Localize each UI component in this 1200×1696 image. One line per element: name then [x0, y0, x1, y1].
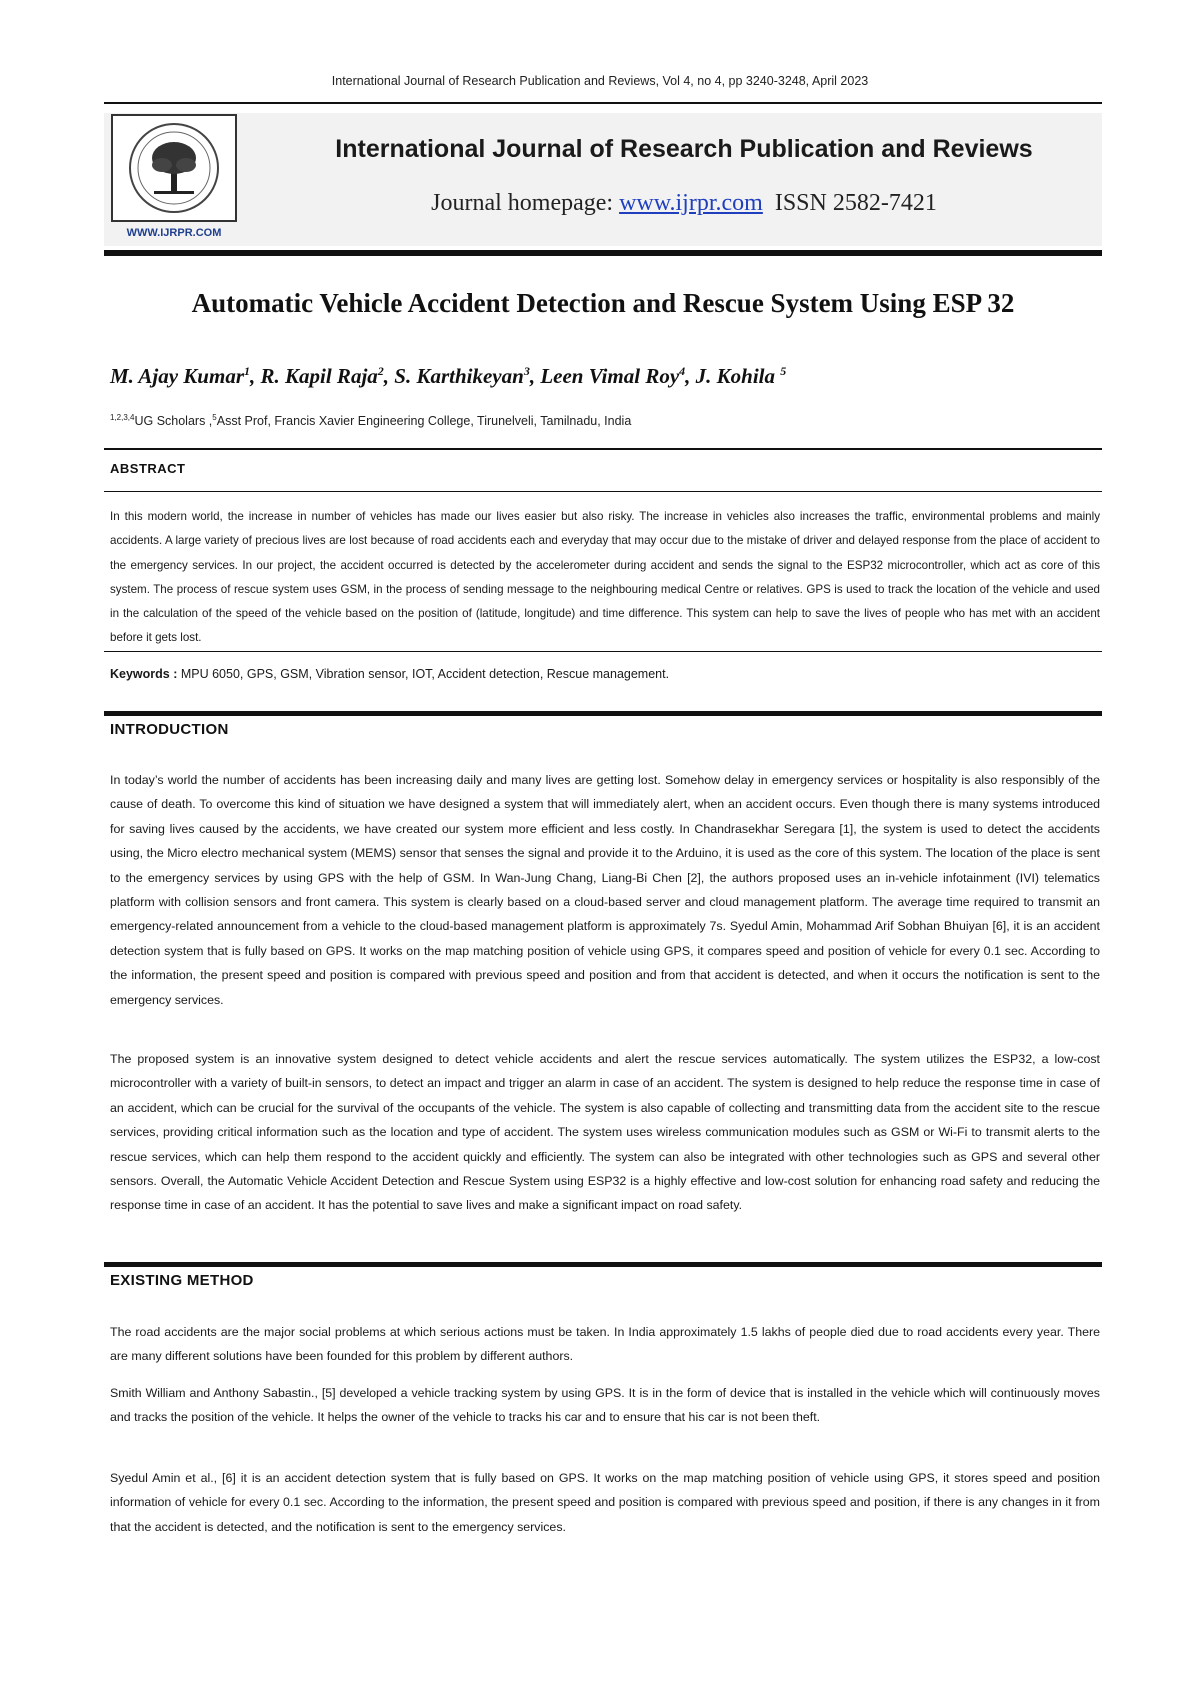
- existing-method-paragraph-3: Syedul Amin et al., [6] it is an accident detection system that is fully based on GPS. It works on the map matching position of vehicle using GPS, it stores speed and position information of vehicle for every 0.1 sec. According to the information, the present speed and position is compared with previous speed and position, if there is any changes in it from that the accident is detected, and the notification is sent to the emergency services.: [110, 1471, 1100, 1534]
- abstract-heading-rule: [104, 491, 1102, 492]
- existing-method-rule: [104, 1262, 1102, 1267]
- author: R. Kapil Raja: [260, 364, 378, 388]
- paper-title: Automatic Vehicle Accident Detection and Rescue System Using ESP 32: [191, 288, 1015, 318]
- author-affiliation-mark: 4: [679, 364, 686, 378]
- abstract-heading: ABSTRACT: [110, 461, 186, 476]
- author-list: M. Ajay Kumar$^1$, R. Kapil Raja$^2$, S. Karthikeyan$^3$, Leen Vimal Roy$^4$, J. Kohila $^5$: [110, 364, 787, 388]
- author-affiliation-mark: 5: [780, 364, 787, 378]
- banner-rule: [104, 250, 1102, 256]
- author: M. Ajay Kumar: [110, 364, 244, 388]
- existing-method-paragraph-2: Smith William and Anthony Sabastin., [5] developed a vehicle tracking system by using GPS. It is in the form of device that is installed in the vehicle which will continuously moves and tracks the position of the vehicle. It helps the owner of the vehicle to tracks his car and to ensure that his car is not been theft.: [110, 1386, 1100, 1425]
- keywords-text: MPU 6050, GPS, GSM, Vibration sensor, IOT, Accident detection, Rescue management.: [180, 667, 670, 681]
- homepage-label: Journal homepage:: [431, 190, 620, 216]
- abstract-bottom-rule: [104, 651, 1102, 652]
- author-affiliation-mark: 2: [377, 364, 384, 378]
- header-rule: [104, 102, 1102, 104]
- introduction-rule: [104, 711, 1102, 716]
- author-affiliation-mark: 3: [523, 364, 530, 378]
- keywords: [110, 667, 1100, 681]
- affiliation: $^{1,2,3,4}$UG Scholars ,$^5$Asst Prof, Francis Xavier Engineering College, Tirunelveli, Tamilnadu, India: [110, 413, 632, 429]
- homepage-link[interactable]: www.ijrpr.com: [619, 190, 763, 216]
- introduction-paragraph-1: In today’s world the number of accidents has been increasing daily and many lives are getting lost. Somehow delay in emergency services or hospitality is also responsibly of the cause of death. To overcome this kind of situation we have designed a system that will immediately alert, when an accident occurs. Even though there is many systems introduced for saving lives caused by the accidents, we have created our system more efficient and less costly. In Chandrasekhar Seregara [1], the system is used to detect the accidents using, the Micro electro mechanical system (MEMS) sensor that senses the signal and provide it to the Arduino, it is used as the core of this system. The location of the place is sent to the emergency services by using GPS with the help of GSM. In Wan-Jung Chang, Liang-Bi Chen [2], the authors proposed uses an in-vehicle infotainment (IVI) telematics platform with collision sensors and front camera. This system is clearly based on a cloud-based server and cloud management platform. The average time required to transmit an emergency-related announcement from a vehicle to the cloud-based management platform is approximately 7s. Syedul Amin, Mohammad Arif Sobhan Bhuiyan [6], it is an accident detection system that is fully based on GPS. It works on the map matching position of vehicle using GPS, it compares speed and position of vehicle for every 0.1 sec. According to the information, the present speed and position is compared with previous speed and position and from that accident is detected, and when it occurs the notification is sent to the emergency services.: [110, 773, 1100, 1007]
- existing-method-paragraph-1: The road accidents are the major social problems at which serious actions must be taken. In India approximately 1.5 lakhs of people died due to road accidents every year. There are many different solutions have been founded for this problem by different authors.: [110, 1325, 1100, 1364]
- existing-method-heading: EXISTING METHOD: [110, 1272, 254, 1289]
- author: S. Karthikeyan: [394, 364, 524, 388]
- journal-logo: [110, 113, 238, 241]
- author-affiliation-mark: 1: [244, 364, 250, 378]
- introduction-paragraph-2: The proposed system is an innovative system designed to detect vehicle accidents and alert the rescue services automatically. The system utilizes the ESP32, a low-cost microcontroller with a variety of built-in sensors, to detect an impact and trigger an alarm in case of an accident. The system is designed to help reduce the response time in case of an accident, which can be crucial for the survival of the occupants of the vehicle. The system is also capable of collecting and transmitting data from the accident site to the rescue services, providing critical information such as the location and type of accident. The system uses wireless communication modules such as GSM or Wi-Fi to transmit alerts to the rescue services, which can help them respond to the accident quickly and efficiently. The system can also be integrated with other technologies such as GPS and several other sensors. Overall, the Automatic Vehicle Accident Detection and Rescue System using ESP32 is a highly effective and low-cost solution for enhancing road safety and reducing the response time in case of an accident. It has the potential to save lives and make a significant impact on road safety.: [110, 1052, 1100, 1213]
- journal-banner: [104, 113, 1102, 246]
- author: Leen Vimal Roy: [540, 364, 680, 388]
- author: J. Kohila: [695, 364, 775, 388]
- journal-name: International Journal of Research Publication and Reviews: [335, 135, 1033, 163]
- abstract-top-rule: [104, 448, 1102, 450]
- journal-homepage-line: [274, 190, 1094, 217]
- logo-caption: WWW.IJRPR.COM: [126, 227, 222, 239]
- running-header: International Journal of Research Publication and Reviews, Vol 4, no 4, pp 3240-3248, April 2023: [331, 74, 869, 88]
- keywords-label: Keywords :: [110, 667, 181, 681]
- abstract-body: In this modern world, the increase in number of vehicles has made our lives easier but also risky. The increase in vehicles also increases the traffic, environmental problems and mainly accidents. A large variety of precious lives are lost because of road accidents each and everyday that may occur due to the mistake of driver and delayed response from the place of accident to the emergency services. In our project, the accident occurred is detected by the accelerometer during accident and sends the signal to the ESP32 microcontroller, which act as core of this system. The process of rescue system uses GSM, in the process of sending message to the neighbouring medical Centre or relatives. GPS is used to track the location of the vehicle and used in the calculation of the speed of the vehicle based on the position of (latitude, longitude) and time difference. This system can help to save the lives of people who has met with an accident before it gets lost.: [110, 510, 1100, 645]
- issn: ISSN 2582-7421: [774, 190, 937, 216]
- introduction-heading: INTRODUCTION: [110, 721, 229, 738]
